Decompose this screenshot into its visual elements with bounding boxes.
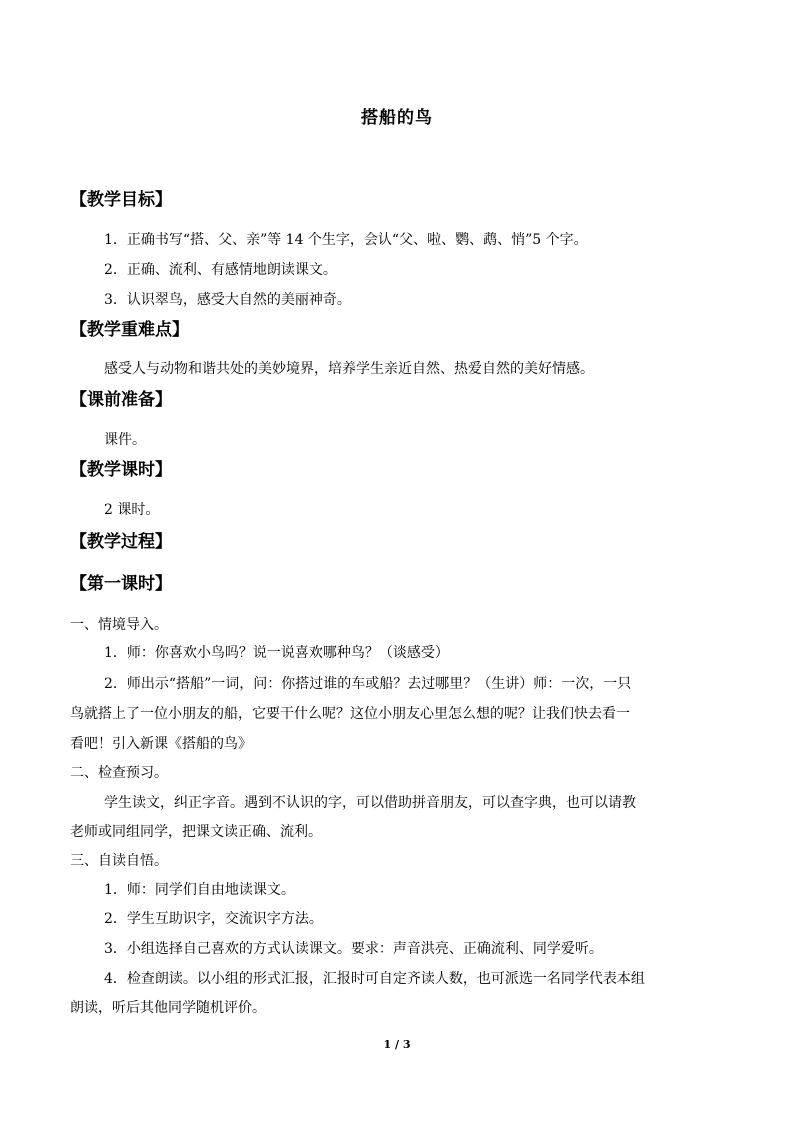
document-title: 搭船的鸟 [361, 108, 433, 128]
section-3-title: 三、自读自悟。 [70, 853, 168, 869]
section-2-line-2: 老师或同组同学，把课文读正确、流利。 [70, 824, 322, 840]
heading-preparation: 【课前准备】 [70, 390, 172, 410]
page-number: 1 / 3 [383, 1038, 411, 1051]
section-3-item-2: 2．学生互助识字，交流识字方法。 [104, 911, 323, 927]
heading-key-points: 【教学重难点】 [70, 320, 189, 340]
preparation-text: 课件。 [104, 432, 146, 448]
objective-3: 3．认识翠鸟，感受大自然的美丽神奇。 [104, 292, 351, 308]
key-points-text: 感受人与动物和谐共处的美妙境界，培养学生亲近自然、热爱自然的美好情感。 [104, 361, 594, 377]
section-3-item-1: 1．师：同学们自由地读课文。 [104, 882, 295, 898]
heading-class-hours: 【教学课时】 [70, 460, 172, 480]
section-2-title: 二、检查预习。 [70, 765, 168, 781]
section-1-title: 一、情境导入。 [70, 617, 168, 633]
section-1-item-2-line-1: 2．师出示“搭船”一词，问：你搭过谁的车或船？去过哪里？（生讲）师：一次，一只 [104, 676, 632, 692]
section-1-item-2-line-3: 看吧！引入新课《搭船的鸟》 [70, 736, 252, 752]
section-1-item-2-line-2: 鸟就搭上了一位小朋友的船，它要干什么呢？这位小朋友心里怎么想的呢？让我们快去看一 [70, 706, 630, 722]
objective-2: 2．正确、流利、有感情地朗读课文。 [104, 262, 337, 278]
objective-1: 1．正确书写“搭、父、亲”等 14 个生字，会认“父、啦、鹦、鹉、悄”5 个字。 [104, 232, 588, 248]
heading-process: 【教学过程】 [70, 532, 172, 552]
heading-first-lesson: 【第一课时】 [70, 574, 172, 594]
section-2-line-1: 学生读文，纠正字音。遇到不认识的字，可以借助拼音朋友，可以查字典，也可以请教 [104, 795, 636, 811]
section-3-item-3: 3．小组选择自己喜欢的方式认读课文。要求：声音洪亮、正确流利、同学爱听。 [104, 941, 603, 957]
section-3-item-4-line-2: 朗读，听后其他同学随机评价。 [70, 1000, 266, 1016]
heading-objectives: 【教学目标】 [70, 190, 172, 210]
class-hours-text: 2 课时。 [104, 502, 160, 518]
section-3-item-4-line-1: 4．检查朗读。以小组的形式汇报，汇报时可自定齐读人数，也可派选一名同学代表本组 [104, 971, 645, 987]
section-1-item-1: 1．师：你喜欢小鸟吗？说一说喜欢哪种鸟？（谈感受） [104, 645, 449, 661]
